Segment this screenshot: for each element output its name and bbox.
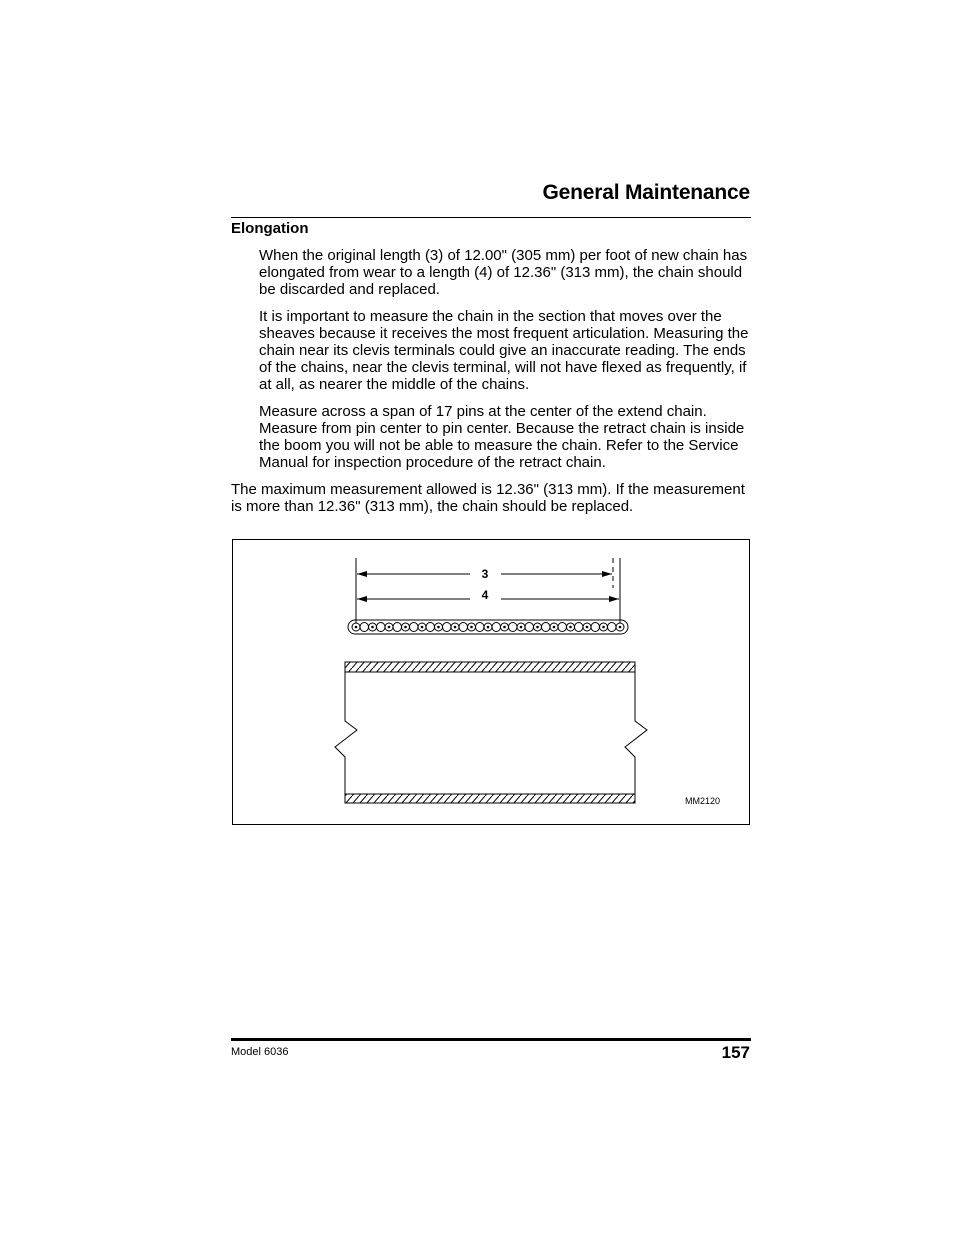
chain-pin-center (536, 626, 539, 629)
chain-link (542, 623, 551, 632)
chain-link (509, 623, 518, 632)
paragraph-measure-location: It is important to measure the chain in the section that moves over the sheaves because it receives the most frequent articulation. Measuring the chain near its clevis terminals could give an inaccurate reading. The ends of the chains, near the clevis terminal, will not have flexed as frequently, if at all, as nearer the middle of the chains. (259, 308, 749, 393)
boom-wall-bottom (345, 794, 635, 803)
chain-link (476, 623, 485, 632)
chain-link (410, 623, 419, 632)
paragraph-max-measurement: The maximum measurement allowed is 12.36" (313 mm). If the measurement is more than 12.36" (313 mm), the chain should be replaced. (231, 481, 745, 515)
chain-pin-center (404, 626, 407, 629)
dimension-label-original: 3 (481, 567, 489, 582)
section-heading: Elongation (231, 220, 309, 237)
chain-link (443, 623, 452, 632)
chain-pin-center (520, 626, 523, 629)
title-divider (231, 217, 751, 218)
footer-model: Model 6036 (231, 1046, 289, 1058)
chain (348, 620, 628, 634)
chain-pin-center (437, 626, 440, 629)
chain-pin-center (586, 626, 589, 629)
chain-pin-center (487, 626, 490, 629)
boom-wall-top (345, 662, 635, 672)
paragraph-elongation-limit: When the original length (3) of 12.00" (305 mm) per foot of new chain has elongated from wear to a length (4) of 12.36" (313 mm), the chain should be discarded and replaced. (259, 247, 748, 298)
chain-pin-center (454, 626, 457, 629)
dimension-label-elongated: 4 (481, 588, 489, 603)
chain-link (558, 623, 567, 632)
chain-pin-center (553, 626, 556, 629)
chain-link (459, 623, 468, 632)
paragraph-measure-procedure: Measure across a span of 17 pins at the center of the extend chain. Measure from pin center to pin center. Because the retract chain is inside the boom you will not be able to measure the chain. Refer to the Service Manual for inspection procedure of the retract chain. (259, 403, 745, 471)
chain-pin-center (355, 626, 358, 629)
chain-diagram (233, 540, 749, 824)
boom-break-left (335, 672, 357, 794)
chain-link (525, 623, 534, 632)
page-number: 157 (721, 1043, 750, 1062)
chain-link (591, 623, 600, 632)
chain-link (575, 623, 584, 632)
chain-link (377, 623, 386, 632)
chain-link (360, 623, 369, 632)
chain-link (608, 623, 617, 632)
chain-pin-center (388, 626, 391, 629)
chain-pin-center (602, 626, 605, 629)
chain-pin-center (569, 626, 572, 629)
chain-pin-center (371, 626, 374, 629)
boom-break-right (625, 672, 647, 794)
chain-elongation-figure (232, 539, 750, 825)
footer-divider (231, 1038, 751, 1041)
chain-link (393, 623, 402, 632)
chain-pin-center (470, 626, 473, 629)
chain-link (426, 623, 435, 632)
figure-code: MM2120 (685, 796, 721, 806)
chain-pin-center (421, 626, 424, 629)
chain-link (492, 623, 501, 632)
chain-pin-center (619, 626, 622, 629)
chain-pin-center (503, 626, 506, 629)
page-title: General Maintenance (542, 181, 750, 204)
